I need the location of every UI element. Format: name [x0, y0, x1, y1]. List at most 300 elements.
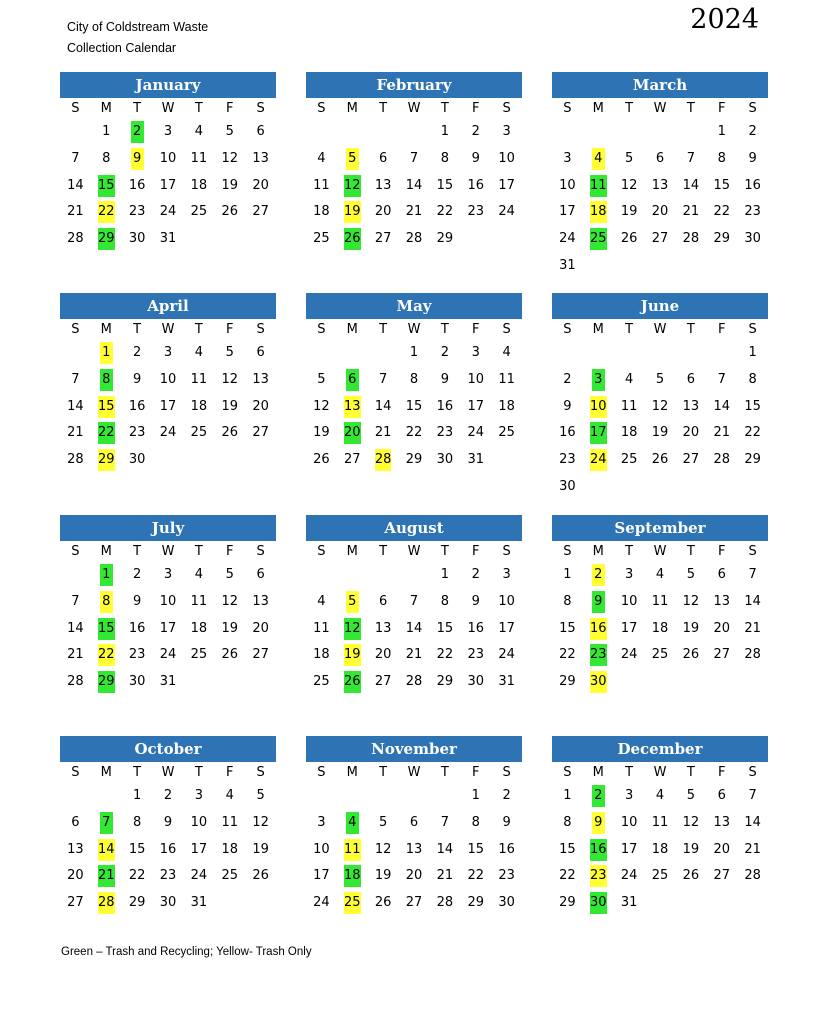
day-cell — [122, 618, 153, 640]
day-number: 29 — [405, 452, 423, 468]
day-cell — [614, 644, 645, 666]
day-name: T — [686, 322, 695, 337]
day-number: 27 — [713, 868, 730, 884]
day-number: 29 — [559, 674, 576, 690]
day-number: 13 — [713, 815, 730, 831]
day-cell — [491, 396, 522, 418]
day-number: 26 — [682, 868, 700, 884]
day-cell — [706, 396, 737, 418]
day-cell — [60, 644, 91, 666]
day-cell — [460, 148, 491, 170]
day-cell — [552, 812, 583, 834]
day-number: 20 — [713, 841, 730, 857]
day-cell — [645, 812, 676, 834]
day-cell — [737, 369, 768, 391]
trash-only-day: 10 — [590, 396, 607, 418]
day-name: S — [317, 101, 326, 116]
day-names-row — [306, 98, 522, 119]
day-cell — [552, 865, 583, 887]
day-number: 29 — [436, 674, 454, 690]
day-number: 16 — [498, 841, 515, 857]
day-number: 18 — [651, 620, 669, 636]
month-header: March — [552, 72, 768, 98]
day-number: 12 — [374, 841, 392, 857]
trash-only-day: 22 — [98, 644, 115, 666]
month-november — [306, 736, 522, 916]
month-may — [306, 293, 522, 473]
day-number: 3 — [194, 788, 203, 804]
trash-recycling-day: 26 — [344, 671, 361, 693]
trash-only-day: 28 — [375, 449, 392, 471]
day-name: M — [100, 765, 112, 780]
day-cell — [675, 396, 706, 418]
day-number: 16 — [467, 177, 484, 193]
day-number: 28 — [713, 452, 730, 468]
day-cell — [122, 369, 153, 391]
day-number: 20 — [67, 868, 84, 884]
day-number: 15 — [128, 841, 146, 857]
trash-only-day: 24 — [590, 449, 607, 471]
day-number: 25 — [651, 868, 669, 884]
day-number: 14 — [67, 177, 84, 193]
day-number: 11 — [620, 398, 638, 414]
day-number: 24 — [159, 204, 177, 220]
day-number: 14 — [405, 177, 423, 193]
month-header: January — [60, 72, 276, 98]
day-number: 23 — [467, 204, 484, 220]
day-cell — [60, 228, 91, 250]
day-number: 20 — [252, 177, 269, 193]
week-row — [306, 146, 522, 173]
week-row — [552, 199, 768, 226]
day-number: 6 — [655, 151, 665, 167]
day-number: 19 — [620, 204, 638, 220]
day-cell — [399, 892, 430, 914]
day-name: T — [194, 101, 203, 116]
day-cell — [214, 342, 245, 364]
day-number: 20 — [374, 647, 392, 663]
day-number: 10 — [620, 815, 638, 831]
week-row — [552, 783, 768, 810]
day-number: 5 — [225, 567, 234, 583]
day-cell — [491, 591, 522, 613]
week-row — [552, 810, 768, 837]
day-name: M — [346, 322, 358, 337]
day-cell — [552, 839, 583, 861]
day-cell — [122, 175, 153, 197]
day-cell — [614, 591, 645, 613]
day-cell — [491, 369, 522, 391]
trash-only-day: 29 — [98, 449, 115, 471]
day-number: 2 — [163, 788, 173, 804]
week-row — [60, 226, 276, 253]
day-number: 5 — [256, 788, 265, 804]
day-cell — [675, 865, 706, 887]
day-name: T — [194, 544, 203, 559]
week-row — [60, 562, 276, 589]
day-number: 24 — [159, 647, 177, 663]
day-cell — [399, 422, 430, 444]
day-number: 24 — [559, 231, 576, 247]
day-cell — [183, 812, 214, 834]
day-number: 29 — [559, 895, 576, 911]
day-number: 5 — [686, 788, 695, 804]
day-cell — [91, 564, 122, 586]
day-cell — [737, 839, 768, 861]
day-number: 23 — [128, 647, 146, 663]
day-number: 27 — [682, 452, 700, 468]
day-cell — [645, 865, 676, 887]
day-names-row — [552, 319, 768, 340]
day-cell — [91, 369, 122, 391]
day-number: 26 — [221, 425, 238, 441]
day-number: 24 — [498, 647, 515, 663]
day-name: S — [748, 322, 757, 337]
day-cell — [737, 785, 768, 807]
day-number: 19 — [252, 841, 269, 857]
day-cell — [337, 644, 368, 666]
day-cell — [183, 201, 214, 223]
day-number: 5 — [625, 151, 634, 167]
day-name: T — [194, 765, 203, 780]
day-cell — [153, 892, 184, 914]
day-number: 5 — [655, 372, 665, 388]
day-number: 6 — [71, 815, 80, 831]
day-number: 15 — [744, 398, 761, 414]
day-cell — [306, 892, 337, 914]
day-cell — [337, 422, 368, 444]
trash-only-day: 9 — [592, 812, 605, 834]
week-row — [306, 562, 522, 589]
day-number: 8 — [748, 372, 757, 388]
day-cell — [183, 369, 214, 391]
day-cell — [491, 121, 522, 143]
trash-recycling-day: 29 — [98, 228, 115, 250]
day-cell — [306, 396, 337, 418]
day-name: S — [748, 544, 757, 559]
day-name: S — [317, 322, 326, 337]
day-cell — [122, 865, 153, 887]
day-cell — [491, 342, 522, 364]
day-number: 28 — [67, 674, 84, 690]
day-cell — [306, 148, 337, 170]
day-number: 13 — [67, 841, 84, 857]
day-number: 19 — [374, 868, 392, 884]
day-number: 17 — [620, 620, 638, 636]
day-cell — [737, 121, 768, 143]
trash-recycling-day: 1 — [100, 564, 113, 586]
day-cell — [183, 121, 214, 143]
day-number: 3 — [502, 124, 511, 140]
day-number: 24 — [190, 868, 208, 884]
day-cell — [122, 342, 153, 364]
day-cell — [737, 644, 768, 666]
day-number: 2 — [471, 124, 480, 140]
day-number: 16 — [159, 841, 177, 857]
day-number: 14 — [744, 815, 761, 831]
day-name: F — [471, 765, 480, 780]
day-cell — [491, 564, 522, 586]
day-cell — [706, 175, 737, 197]
trash-only-day: 19 — [344, 201, 361, 223]
day-cell — [122, 591, 153, 613]
day-cell — [737, 422, 768, 444]
day-number: 18 — [620, 425, 638, 441]
day-cell — [153, 148, 184, 170]
day-number: 25 — [620, 452, 638, 468]
week-row — [552, 642, 768, 669]
day-cell — [614, 785, 645, 807]
day-cell — [91, 865, 122, 887]
day-number: 16 — [128, 177, 146, 193]
day-cell — [60, 369, 91, 391]
day-cell — [368, 369, 399, 391]
day-cell — [645, 591, 676, 613]
day-cell — [153, 422, 184, 444]
day-cell — [675, 369, 706, 391]
day-cell — [429, 121, 460, 143]
day-cell — [91, 201, 122, 223]
day-number: 16 — [128, 620, 146, 636]
day-number: 8 — [102, 151, 111, 167]
trash-only-day: 23 — [590, 865, 607, 887]
day-cell — [552, 228, 583, 250]
day-cell — [337, 892, 368, 914]
day-number: 12 — [651, 398, 669, 414]
day-cell — [706, 812, 737, 834]
day-cell — [706, 785, 737, 807]
trash-recycling-day: 30 — [590, 892, 607, 914]
day-number: 30 — [128, 674, 146, 690]
day-number: 9 — [163, 815, 173, 831]
year-label: 2024 — [690, 4, 759, 35]
day-cell — [183, 785, 214, 807]
week-row — [60, 642, 276, 669]
day-number: 25 — [221, 868, 238, 884]
day-cell — [460, 671, 491, 693]
trash-recycling-day: 2 — [592, 785, 605, 807]
day-cell — [153, 201, 184, 223]
day-names-row — [306, 541, 522, 562]
day-cell — [60, 201, 91, 223]
day-cell — [399, 342, 430, 364]
trash-only-day: 28 — [98, 892, 115, 914]
day-cell — [552, 644, 583, 666]
trash-recycling-day: 4 — [346, 812, 359, 834]
day-cell — [214, 839, 245, 861]
day-number: 30 — [159, 895, 177, 911]
trash-recycling-day: 11 — [590, 175, 607, 197]
day-cell — [337, 812, 368, 834]
day-cell — [491, 839, 522, 861]
day-number: 25 — [651, 647, 669, 663]
day-number: 15 — [436, 620, 454, 636]
day-cell — [368, 175, 399, 197]
day-number: 7 — [686, 151, 695, 167]
day-number: 17 — [159, 620, 177, 636]
day-cell — [429, 342, 460, 364]
trash-only-day: 22 — [98, 201, 115, 223]
day-cell — [368, 396, 399, 418]
day-cell — [429, 839, 460, 861]
day-number: 16 — [128, 398, 146, 414]
day-name: W — [653, 544, 667, 559]
day-cell — [552, 201, 583, 223]
day-cell — [214, 396, 245, 418]
day-cell — [91, 228, 122, 250]
day-number: 30 — [559, 478, 576, 494]
day-cell — [491, 422, 522, 444]
day-number: 15 — [405, 398, 423, 414]
day-cell — [245, 201, 276, 223]
day-cell — [614, 148, 645, 170]
day-cell — [122, 785, 153, 807]
day-names-row — [306, 319, 522, 340]
day-cell — [122, 839, 153, 861]
day-name: S — [748, 101, 757, 116]
day-number: 11 — [651, 815, 669, 831]
day-cell — [245, 175, 276, 197]
day-names-row — [60, 541, 276, 562]
day-cell — [675, 812, 706, 834]
day-number: 1 — [440, 567, 449, 583]
day-cell — [306, 618, 337, 640]
day-cell — [583, 396, 614, 418]
day-name: T — [686, 544, 695, 559]
day-cell — [552, 369, 583, 391]
day-number: 18 — [313, 204, 330, 220]
day-cell — [460, 342, 491, 364]
day-cell — [153, 228, 184, 250]
day-name: W — [407, 322, 421, 337]
day-number: 17 — [498, 620, 515, 636]
day-number: 10 — [620, 594, 638, 610]
day-cell — [153, 812, 184, 834]
day-cell — [645, 369, 676, 391]
day-cell — [91, 121, 122, 143]
day-number: 26 — [682, 647, 700, 663]
day-cell — [214, 591, 245, 613]
day-number: 9 — [133, 594, 142, 610]
day-number: 22 — [559, 868, 576, 884]
day-cell — [675, 644, 706, 666]
day-names-row — [60, 319, 276, 340]
day-cell — [183, 839, 214, 861]
day-cell — [429, 228, 460, 250]
day-number: 3 — [625, 788, 634, 804]
day-number: 8 — [409, 372, 419, 388]
day-number: 6 — [717, 788, 726, 804]
day-number: 5 — [379, 815, 388, 831]
day-cell — [675, 449, 706, 471]
week-row — [60, 146, 276, 173]
day-number: 13 — [405, 841, 423, 857]
day-number: 2 — [133, 345, 142, 361]
day-number: 27 — [405, 895, 423, 911]
week-row — [60, 890, 276, 917]
day-number: 17 — [620, 841, 638, 857]
day-name: T — [194, 322, 203, 337]
day-cell — [153, 175, 184, 197]
day-number: 30 — [467, 674, 484, 690]
day-cell — [460, 892, 491, 914]
day-number: 14 — [713, 398, 730, 414]
trash-only-day: 11 — [344, 839, 361, 861]
day-number: 22 — [436, 204, 454, 220]
day-cell — [645, 396, 676, 418]
day-number: 31 — [159, 231, 177, 247]
day-cell — [706, 449, 737, 471]
trash-only-day: 5 — [346, 148, 359, 170]
day-name: F — [225, 101, 234, 116]
week-row — [60, 589, 276, 616]
day-cell — [429, 369, 460, 391]
week-row — [306, 447, 522, 474]
day-cell — [183, 618, 214, 640]
day-name: W — [407, 544, 421, 559]
day-name: F — [225, 322, 234, 337]
week-row — [306, 642, 522, 669]
day-number: 27 — [67, 895, 84, 911]
day-cell — [368, 201, 399, 223]
day-number: 31 — [467, 452, 484, 468]
day-number: 19 — [682, 841, 700, 857]
day-cell — [460, 422, 491, 444]
week-row — [60, 615, 276, 642]
day-number: 11 — [313, 620, 330, 636]
day-cell — [91, 812, 122, 834]
day-number: 22 — [713, 204, 730, 220]
day-cell — [460, 644, 491, 666]
day-number: 9 — [440, 372, 449, 388]
month-header: October — [60, 736, 276, 762]
week-row — [552, 447, 768, 474]
day-number: 27 — [374, 674, 392, 690]
day-number: 13 — [252, 372, 269, 388]
day-number: 3 — [317, 815, 326, 831]
week-row — [306, 810, 522, 837]
day-cell — [306, 175, 337, 197]
month-december — [552, 736, 768, 916]
day-number: 28 — [744, 868, 761, 884]
day-cell — [675, 785, 706, 807]
day-cell — [429, 148, 460, 170]
day-number: 2 — [563, 372, 572, 388]
day-cell — [614, 228, 645, 250]
day-number: 28 — [682, 231, 700, 247]
day-number: 23 — [467, 647, 484, 663]
day-cell — [214, 618, 245, 640]
month-january — [60, 72, 276, 252]
trash-only-day: 19 — [344, 644, 361, 666]
day-number: 23 — [159, 868, 177, 884]
day-cell — [645, 449, 676, 471]
day-cell — [368, 892, 399, 914]
day-cell — [645, 422, 676, 444]
day-name: F — [225, 765, 234, 780]
day-number: 2 — [748, 124, 757, 140]
day-cell — [153, 369, 184, 391]
day-number: 10 — [467, 372, 484, 388]
week-row — [552, 393, 768, 420]
day-cell — [491, 644, 522, 666]
day-number: 28 — [744, 647, 761, 663]
day-number: 27 — [252, 647, 269, 663]
day-cell — [337, 865, 368, 887]
day-cell — [583, 201, 614, 223]
day-cell — [368, 812, 399, 834]
day-number: 10 — [190, 815, 208, 831]
